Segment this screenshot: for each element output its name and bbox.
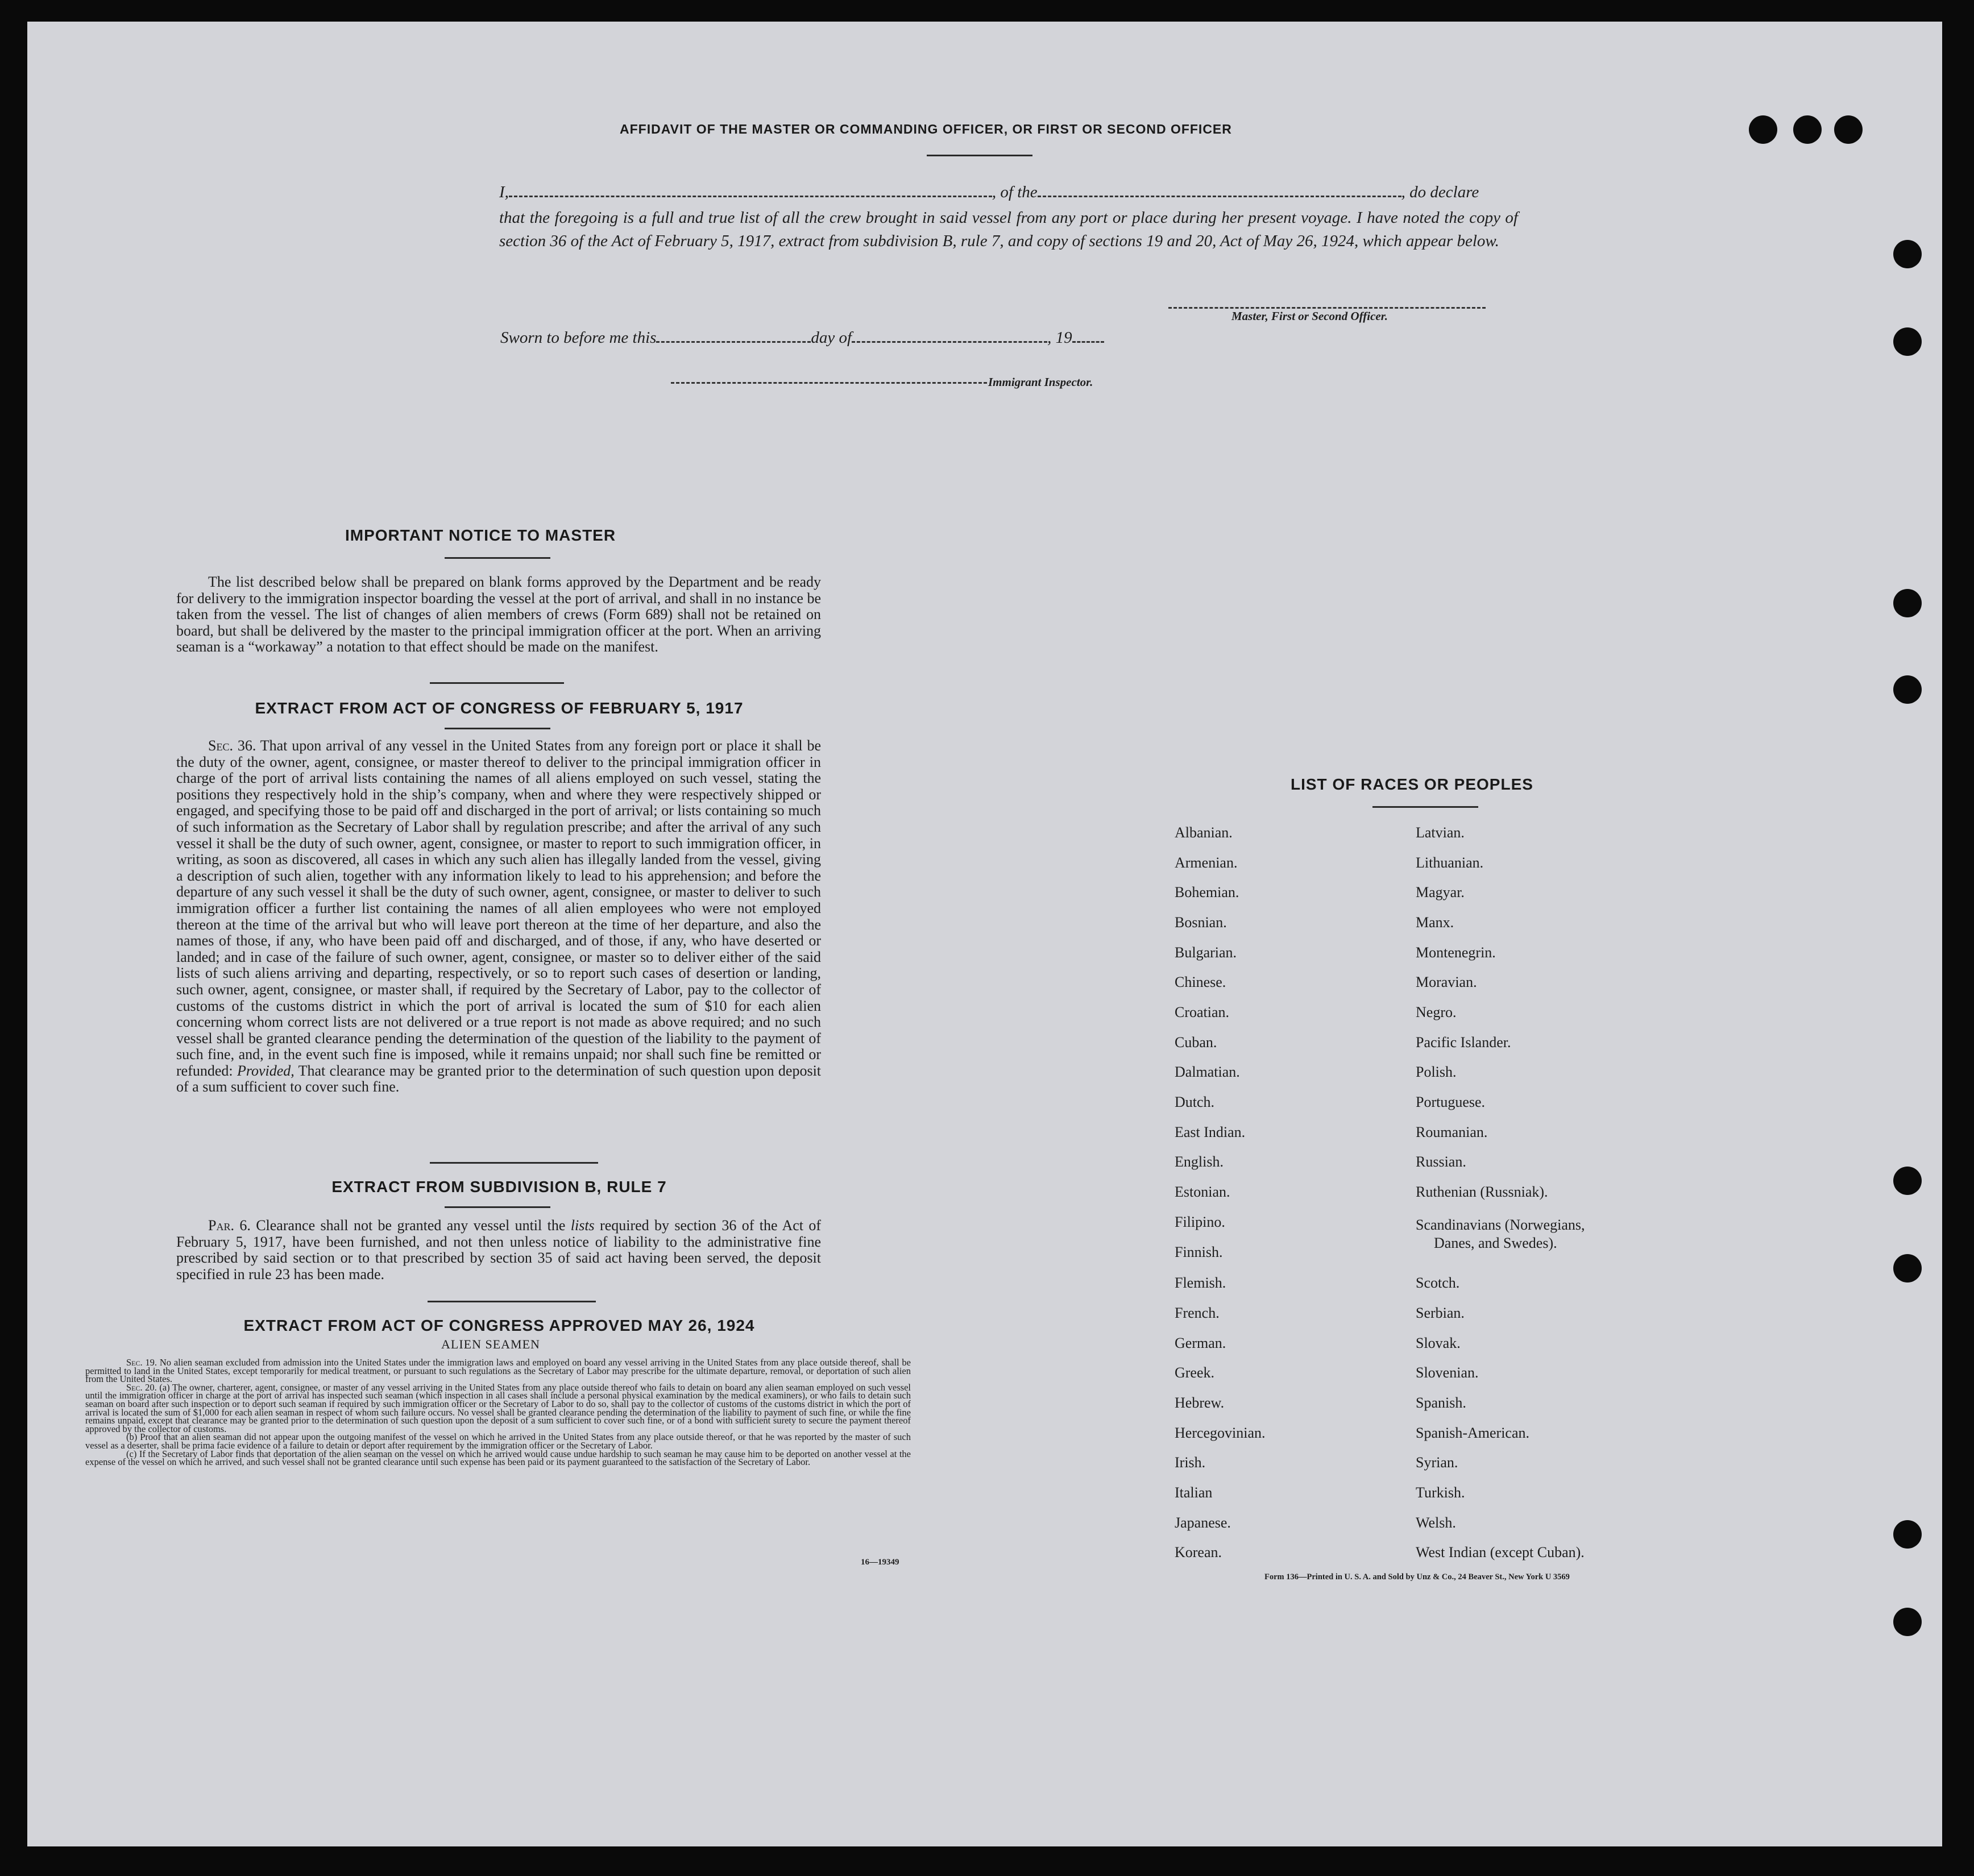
section-20-label: Sec. 20. — [126, 1381, 157, 1393]
race-item: Portuguese. — [1416, 1094, 1486, 1110]
race-item: English. — [1175, 1153, 1224, 1170]
race-item: Negro. — [1416, 1004, 1457, 1020]
punch-hole — [1893, 240, 1922, 268]
print-code: 16—19349 — [861, 1558, 899, 1567]
punch-hole — [1893, 1608, 1922, 1636]
race-item: Bosnian. — [1175, 914, 1227, 931]
vessel-name-field[interactable] — [1038, 184, 1401, 197]
lists-word: lists — [570, 1217, 595, 1234]
race-item: Chinese. — [1175, 974, 1226, 990]
section-20c-text: (c) If the Secretary of Labor finds that deportation of the alien seaman on the vessel on which he arrived would cause undue hardship to such seaman he may cause him to be deported on another vessel at the expense of the vessel on which he arrived, and such vessel shall not be granted clearance until such expense has been paid or its payment guaranteed to the satisfaction of the Secretary of Labor. — [85, 1448, 911, 1468]
day-of-text: day of — [811, 329, 852, 347]
par-6-text-a: Clearance shall not be granted any vessel until the — [256, 1217, 566, 1234]
section-20a-text: (a) The owner, charterer, agent, consignee, or master of any vessel arriving in the United States from any place outside thereof who fails to detain on board any alien seaman employed on such vessel until the immigration officer in charge at the port of arrival has inspected such seaman (which inspection in all cases shall include a personal physical examination by the medical examiners), or who fails to detain such seaman on board after such inspection or to deport such seaman if required by such immigration officer or the Secretary of Labor to do so, shall pay to the collector of customs of the customs district in which the port of arrival is located the sum of $1,000 for each alien seaman in respect of whom such failure occurs. No vessel shall be granted clearance pending the determination of the liability to payment of such fine, or while the fine remains unpaid, except that clearance may be granted prior to the determination of such question upon the deposit of a sum sufficient to cover such fine, or of a bond with sufficient surety to secure the payment thereof approved by the collector of customs. — [85, 1381, 911, 1434]
declarant-line — [499, 183, 1479, 202]
race-item: East Indian. — [1175, 1124, 1246, 1140]
race-item: Finnish. — [1175, 1244, 1223, 1260]
race-item: Dalmatian. — [1175, 1064, 1240, 1080]
race-item: Spanish. — [1416, 1394, 1466, 1411]
sworn-line — [500, 329, 1104, 347]
race-item: Filipino. — [1175, 1214, 1225, 1230]
race-item: Latvian. — [1416, 824, 1465, 841]
punch-hole — [1893, 1167, 1922, 1195]
declarant-i: I, — [499, 183, 509, 201]
title-rule — [445, 557, 550, 559]
punch-hole — [1893, 1254, 1922, 1283]
title-rule — [927, 155, 1032, 156]
provided-word: Provided, — [237, 1062, 295, 1079]
par-6-text-b: required by section 36 of the Act of February 5, 1917, have been furnished, and not then unless notice of liability to the administrative fine prescribed by said section or to that prescribed by section 35 of said act having been served, the deposit specified in rule 23 has been made. — [176, 1217, 822, 1283]
race-item: Slovenian. — [1416, 1364, 1479, 1381]
race-item: Slovak. — [1416, 1335, 1461, 1351]
race-item: Armenian. — [1175, 854, 1238, 871]
race-item: Welsh. — [1416, 1514, 1456, 1531]
year-prefix-text: , 19 — [1047, 329, 1072, 347]
punch-hole — [1893, 589, 1922, 617]
divider-rule — [428, 1301, 596, 1302]
race-item: Estonian. — [1175, 1184, 1230, 1200]
extract-rule7-title: EXTRACT FROM SUBDIVISION B, RULE 7 — [331, 1178, 667, 1196]
punch-hole — [1893, 1520, 1922, 1549]
punch-hole — [1893, 327, 1922, 356]
punch-hole — [1749, 115, 1777, 144]
punch-hole — [1893, 675, 1922, 704]
par-6-label: Par. 6. — [208, 1217, 251, 1234]
race-item: Dutch. — [1175, 1094, 1215, 1110]
extract-1917-title: EXTRACT FROM ACT OF CONGRESS OF FEBRUARY 5, 1917 — [255, 699, 744, 717]
race-item: Croatian. — [1175, 1004, 1230, 1020]
sworn-day-field[interactable] — [656, 330, 811, 343]
divider-rule — [430, 1162, 598, 1164]
section-36-text: That upon arrival of any vessel in the United States from any foreign port or place it shall be the duty of the owner, agent, consignee, or master thereof to deliver to the principal immigration officer in charge of the port of arrival lists containing the names of all aliens employed on such vessel, stating the positions they respectively hold in the ship’s company, when and where they were respectively shipped or engaged, and specifying those to be paid off and discharged in the port of arrival; or lists containing so much of such information as the Secretary of Labor shall by regulation prescribe; and after the arrival of any such vessel it shall be the duty of such owner, agent, consignee, or master to report to such immigration officer, in writing, as soon as discovered, all cases in which any such alien has illegally landed from the vessel, giving a description of such alien, together with any information likely to lead to his apprehension; and before the departure of any such vessel it shall be the duty of such owner, agent, consignee, or master to deliver to such immigration officer a further list containing the names of all alien employees who were not employed thereon at the time of the arrival but who will leave port thereon at the time of her departure, and also the names of those, if any, who have been paid off and discharged, and of those, if any, who have deserted or landed; and in case of the failure of such owner, agent, consignee, or master so to deliver either of the said lists of such aliens arriving and departing, respectively, or so to report such cases of desertion or landing, such owner, agent, consignee, or master shall, if required by the Secretary of Labor, pay to the collector of customs of the customs district in which the port of arrival is located the sum of $10 for each alien concerning whom correct lists are not delivered or a true report is not made as above required; and no such vessel shall be granted clearance pending the determination of the question of the liability to the payment of such fine, and, in the event such fine is imposed, while it remains unpaid; nor shall such fine be remitted or refunded: — [176, 737, 821, 1079]
title-rule — [1372, 806, 1478, 808]
alien-seamen-subtitle: ALIEN SEAMEN — [441, 1337, 540, 1351]
races-title: LIST OF RACES OR PEOPLES — [1291, 775, 1533, 793]
of-the-text: , of the — [992, 183, 1038, 201]
race-item: Russian. — [1416, 1153, 1466, 1170]
extract-1924-body — [85, 1359, 911, 1467]
divider-rule — [430, 682, 564, 684]
declare-text: , do declare — [1401, 183, 1479, 201]
race-item: Irish. — [1175, 1454, 1206, 1471]
notice-body — [176, 574, 821, 655]
sworn-prefix: Sworn to before me this — [500, 329, 657, 347]
race-item: Greek. — [1175, 1364, 1215, 1381]
extract-1924-title: EXTRACT FROM ACT OF CONGRESS APPROVED MAY 26, 1924 — [243, 1317, 755, 1334]
race-item: Korean. — [1175, 1544, 1222, 1560]
race-item: Albanian. — [1175, 824, 1233, 841]
race-item: Roumanian. — [1416, 1124, 1488, 1140]
race-item: Magyar. — [1416, 884, 1465, 900]
title-rule — [445, 728, 550, 729]
signature-label: Master, First or Second Officer. — [1231, 309, 1388, 323]
affidavit-title: AFFIDAVIT OF THE MASTER OR COMMANDING OFFICER, OR FIRST OR SECOND OFFICER — [620, 122, 1232, 136]
title-rule — [445, 1206, 550, 1208]
race-item: Hebrew. — [1175, 1394, 1225, 1411]
race-item: Pacific Islander. — [1416, 1034, 1511, 1051]
printer-imprint: Form 136—Printed in U. S. A. and Sold by Unz & Co., 24 Beaver St., New York U 3569 — [1264, 1572, 1570, 1582]
race-item: French. — [1175, 1305, 1220, 1321]
race-item: Bulgarian. — [1175, 944, 1237, 961]
punch-hole — [1834, 115, 1863, 144]
notice-text: The list described below shall be prepared on blank forms approved by the Department and be ready for delivery to the immigration inspector boarding the vessel at the port of arrival, and shall in no instance be taken from the vessel. The list of changes of alien members of crews (Form 689) shall not be retained on board, but shall be delivered by the master to the principal immigration officer at the port. When an arriving seaman is a “workaway” a notation to that effect should be made on the manifest. — [176, 574, 821, 655]
race-item: Manx. — [1416, 914, 1454, 931]
extract-rule7-body — [176, 1218, 821, 1283]
race-item: Japanese. — [1175, 1514, 1231, 1531]
race-item: Italian — [1175, 1484, 1213, 1501]
affidavit-body — [499, 206, 1518, 253]
race-item: Lithuanian. — [1416, 854, 1484, 871]
race-item: Cuban. — [1175, 1034, 1217, 1051]
master-signature-field[interactable] — [1168, 296, 1486, 309]
inspector-signature-field[interactable] — [671, 371, 987, 384]
race-item: German. — [1175, 1335, 1226, 1351]
race-item: Scotch. — [1416, 1275, 1460, 1291]
race-item: West Indian (except Cuban). — [1416, 1544, 1585, 1560]
race-item: Scandinavians (Norwegians, — [1416, 1217, 1585, 1233]
race-item: Serbian. — [1416, 1305, 1465, 1321]
race-item: Hercegovinian. — [1175, 1425, 1266, 1441]
race-item: Montenegrin. — [1416, 944, 1496, 961]
race-item: Danes, and Swedes). — [1434, 1235, 1557, 1251]
master-name-field[interactable] — [509, 184, 992, 197]
section-19-text: No alien seaman excluded from admission into the United States under the immigration laws and employed on board any vessel arriving in the United States from any place outside thereof, shall be permitted to land in the United States, except temporarily for medical treatment, or pursuant to such regulations as the Secretary of Labor may prescribe for the ultimate departure, removal, or deportation of such alien from the United States. — [85, 1357, 911, 1385]
section-19-label: Sec. 19. — [126, 1357, 157, 1368]
notice-title: IMPORTANT NOTICE TO MASTER — [345, 526, 616, 544]
race-item: Turkish. — [1416, 1484, 1465, 1501]
sworn-year-field[interactable] — [1072, 330, 1104, 343]
race-item: Flemish. — [1175, 1275, 1226, 1291]
race-item: Polish. — [1416, 1064, 1457, 1080]
extract-1917-body — [176, 738, 821, 1095]
section-36-label: Sec. 36. — [208, 737, 256, 754]
provided-text: That clearance may be granted prior to the determination of such question upon deposit of a sum sufficient to cover such fine. — [176, 1062, 822, 1095]
race-item: Ruthenian (Russniak). — [1416, 1184, 1548, 1200]
sworn-month-field[interactable] — [852, 330, 1047, 343]
affidavit-statement: that the foregoing is a full and true list of all the crew brought in said vessel from any port or place during her present voyage. I have noted the copy of section 36 of the Act of February 5, 1917, extract from subdivision B, rule 7, and copy of sections 19 and 20, Act of May 26, 1924, which appear below. — [499, 209, 1518, 250]
race-item: Bohemian. — [1175, 884, 1239, 900]
race-item: Spanish-American. — [1416, 1425, 1530, 1441]
section-20b-text: (b) Proof that an alien seaman did not appear upon the outgoing manifest of the vessel on which he arrived in the United States from any place outside thereof, or that he was reported by the master of such vessel as a deserter, shall be prima facie evidence of a failure to detain or deport after requirement by the immigration officer or the Secretary of Labor. — [85, 1431, 911, 1451]
punch-hole — [1793, 115, 1822, 144]
inspector-label: Immigrant Inspector. — [988, 375, 1093, 389]
race-item: Syrian. — [1416, 1454, 1458, 1471]
race-item: Moravian. — [1416, 974, 1477, 990]
